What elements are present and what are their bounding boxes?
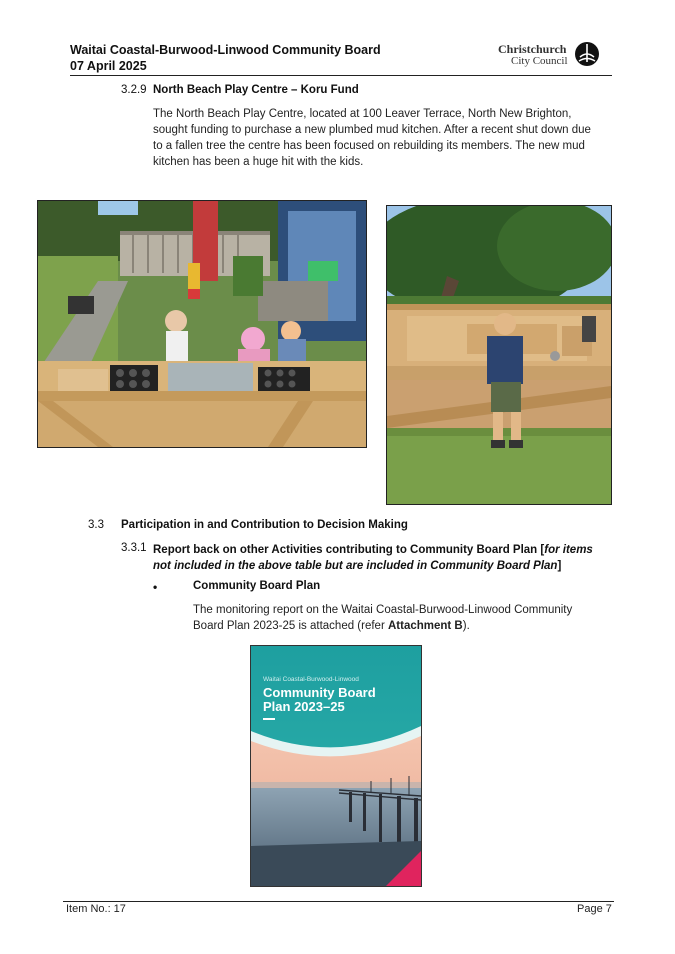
section-331-title-italic1: for items [544,544,593,556]
item-number: Item No.: 17 [66,903,126,915]
paragraph-line: sought funding to purchase a new plumbed mud kitchen. After a recent shut down due [153,124,591,136]
attachment-reference: Attachment B [387,620,463,632]
footer-rule [63,901,614,902]
header-rule [70,75,612,76]
section-331-title-italic2: not included in the above table but are included in Community Board Plan [153,560,558,572]
section-329-title: North Beach Play Centre – Koru Fund [153,84,359,96]
paragraph-line: to a fallen tree the centre has been focused on rebuilding its members. The new mud [153,140,585,152]
bullet-paragraph [193,602,613,634]
meeting-date: 07 April 2025 [70,59,147,73]
bullet-title: Community Board Plan [193,580,321,592]
cover-supertitle: Waitai Coastal-Burwood-Linwood [263,676,359,683]
section-331-title [153,542,618,574]
photo-mud-kitchen-children [37,200,367,448]
community-board-plan-cover [250,645,422,887]
logo-line2: City Council [511,55,568,67]
section-329-paragraph [153,106,613,170]
section-331-title-bold: Report back on other Activities contributing to Community Board Plan [ [153,544,545,556]
section-331-title-close: ] [557,560,562,572]
bullet-paragraph-post: ). [462,620,470,632]
logo-line1: Christchurch [498,42,567,56]
section-331-title-line1 [153,542,618,558]
cover-title [263,686,376,714]
cover-title-line2: Plan 2023–25 [263,699,345,714]
bullet-paragraph-line1: The monitoring report on the Waitai Coastal-Burwood-Linwood Community [193,604,573,616]
council-emblem-icon [574,41,600,67]
section-329-number: 3.2.9 [121,84,147,96]
section-33-number: 3.3 [88,519,104,531]
bullet-marker: • [153,580,158,594]
board-title: Waitai Coastal-Burwood-Linwood Community Board [70,43,381,57]
council-logo [498,41,602,71]
cover-title-line1: Community Board [263,685,376,700]
section-331-number: 3.3.1 [121,542,147,554]
paragraph-line: The North Beach Play Centre, located at 100 Leaver Terrace, North New Brighton, [153,108,572,120]
section-331-title-line2 [153,558,618,574]
bullet-paragraph-pre: Board Plan 2023-25 is attached (refer [193,620,388,632]
section-33-title: Participation in and Contribution to Decision Making [121,519,408,531]
photo-child-mud-kitchen [386,205,612,505]
page-number: Page 7 [577,903,612,915]
bullet-paragraph-line2 [193,618,613,634]
cover-dash [263,718,275,720]
paragraph-line: kitchen has been a huge hit with the kids. [153,156,364,168]
